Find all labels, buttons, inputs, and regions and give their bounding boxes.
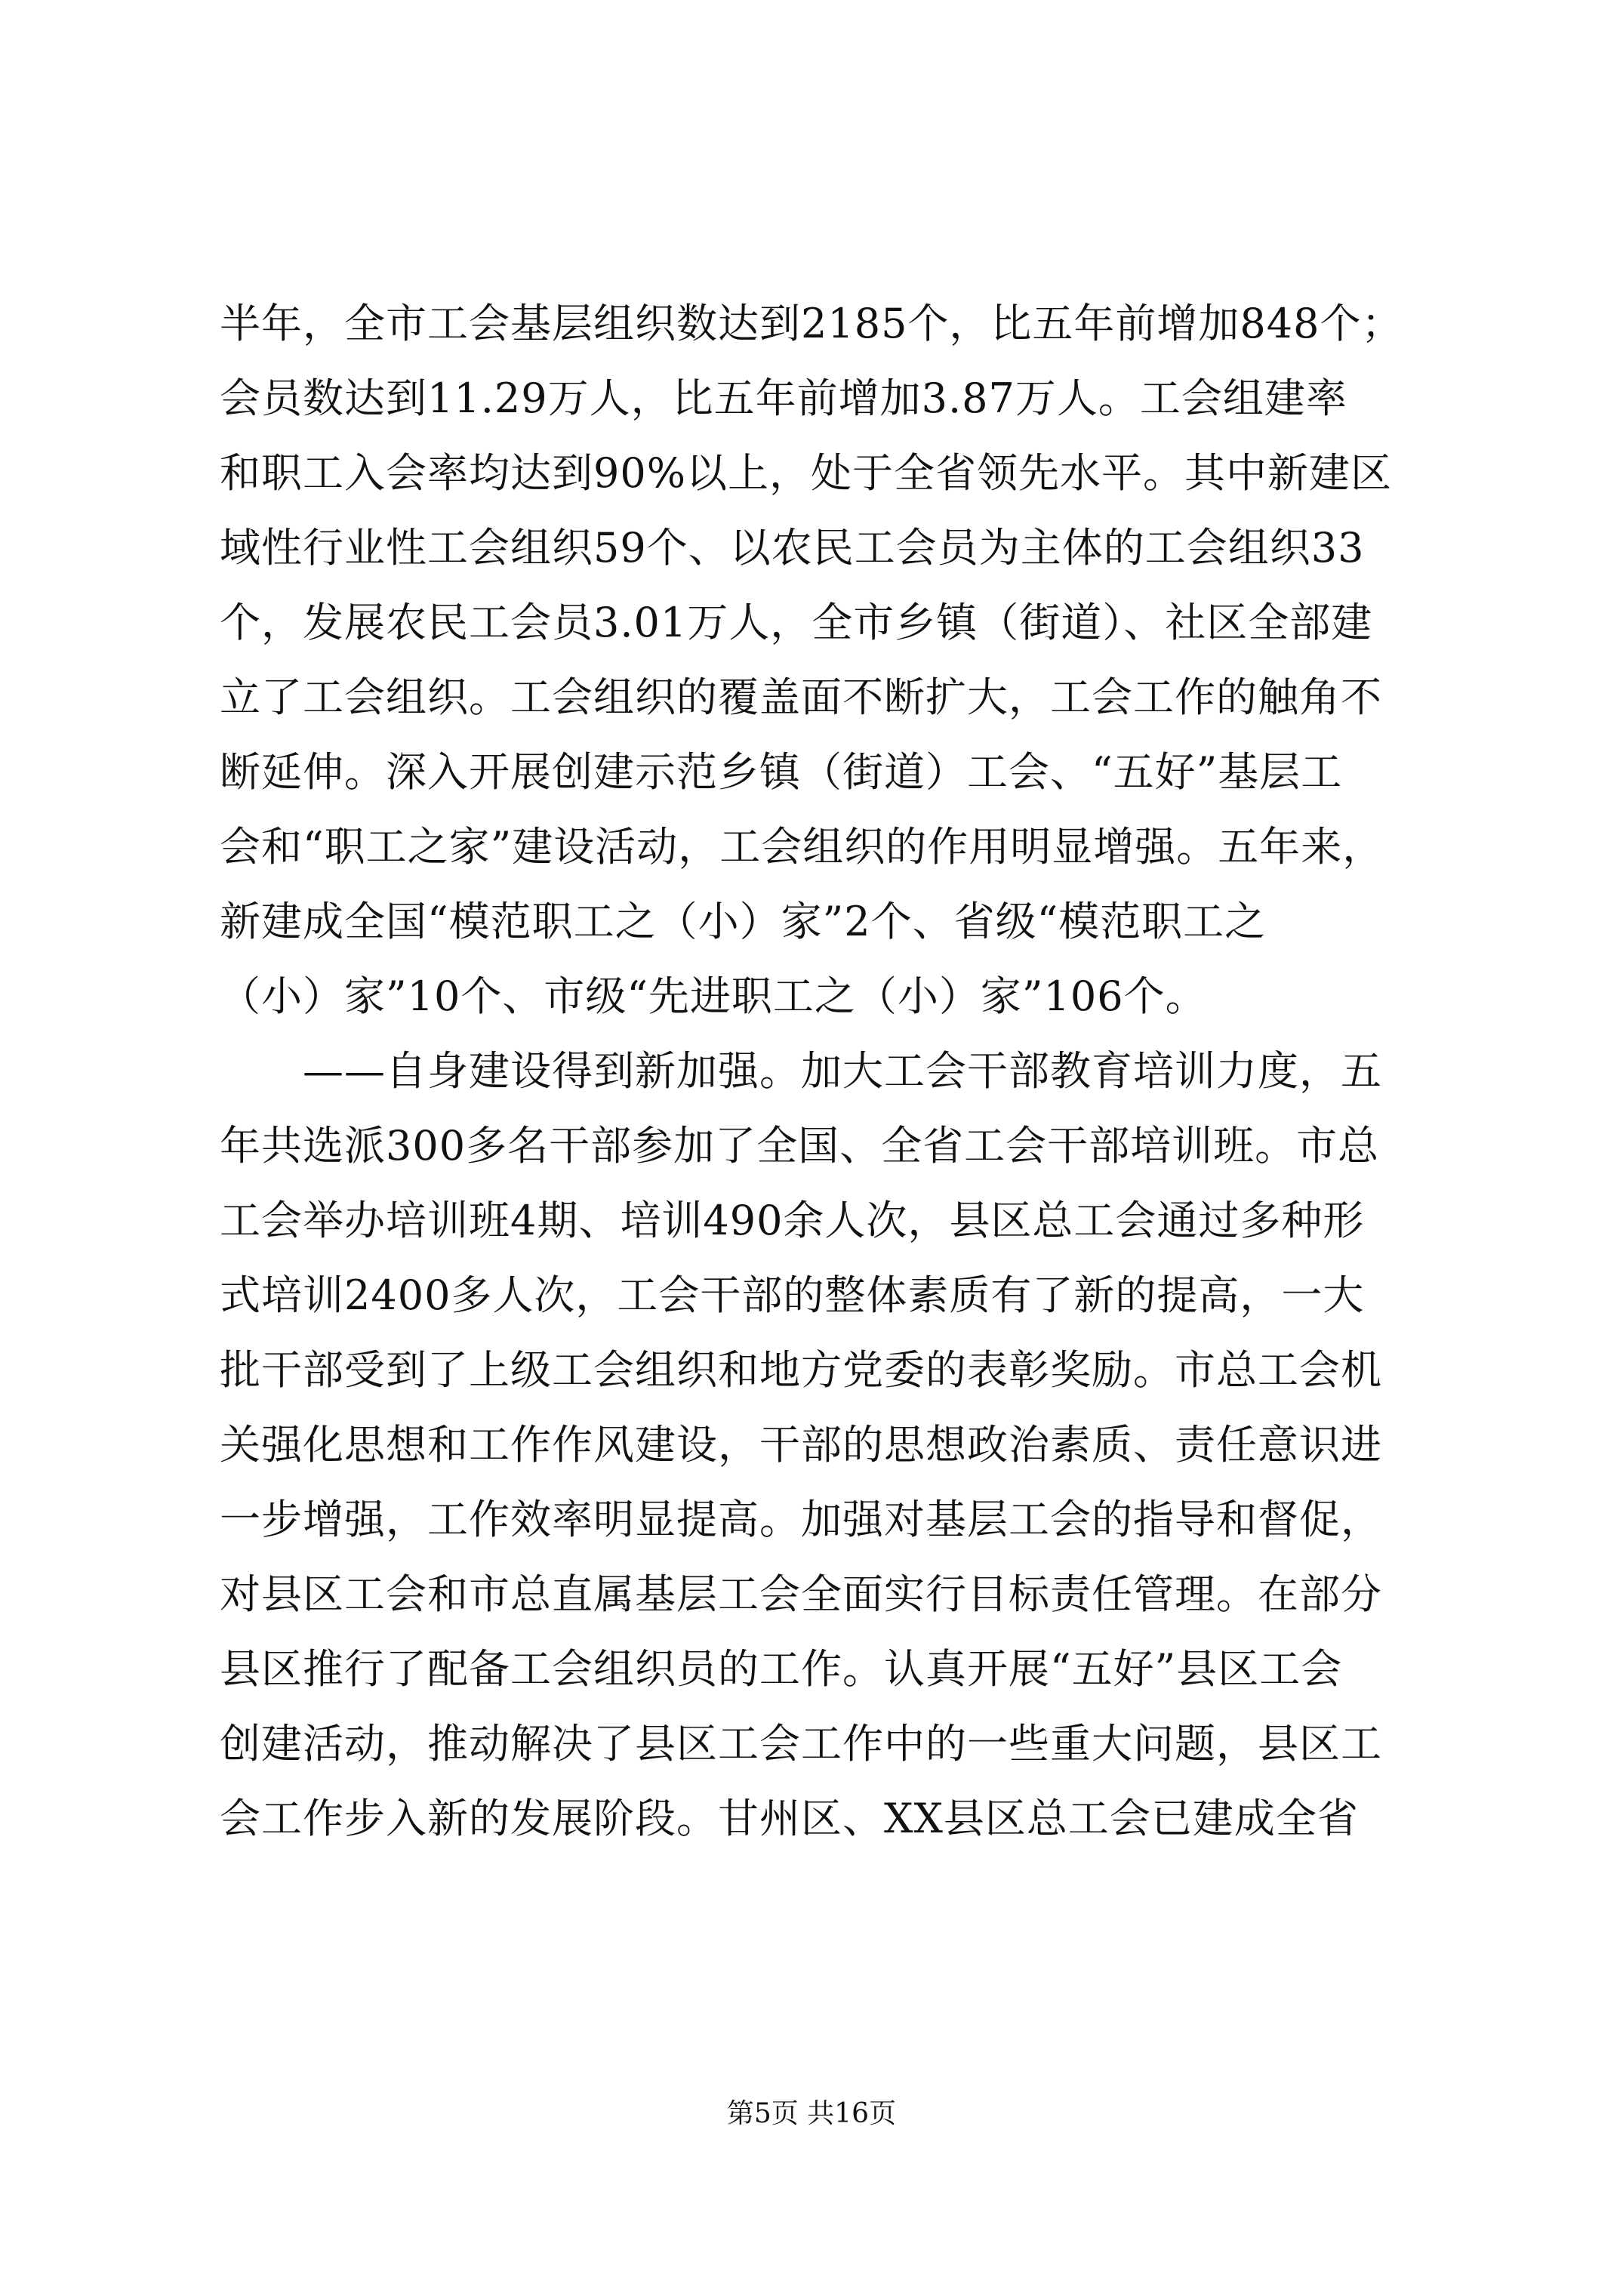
text-line-11: ——自身建设得到新加强。加大工会干部教育培训力度，五: [303, 1047, 1382, 1095]
text-line-13: 工会举办培训班4期、培训490余人次，县区总工会通过多种形: [220, 1197, 1365, 1244]
text-line-2: 会员数达到11.29万人，比五年前增加3.87万人。工会组建率: [220, 374, 1347, 422]
text-line-18: 对县区工会和市总直属基层工会全面实行目标责任管理。在部分: [220, 1570, 1382, 1618]
text-line-10: （小）家”10个、市级“先进职工之（小）家”106个。: [220, 972, 1207, 1020]
text-line-6: 立了工会组织。工会组织的覆盖面不断扩大，工会工作的触角不: [220, 673, 1382, 721]
text-line-1: 半年，全市工会基层组织数达到2185个，比五年前增加848个；: [220, 300, 1403, 347]
text-line-9: 新建成全国“模范职工之（小）家”2个、省级“模范职工之: [220, 898, 1267, 945]
text-line-12: 年共选派300多名干部参加了全国、全省工会干部培训班。市总: [220, 1122, 1380, 1170]
text-line-14: 式培训2400多人次，工会干部的整体素质有了新的提高，一大: [220, 1271, 1365, 1319]
page-footer: 第5页 共16页: [726, 2098, 897, 2129]
text-line-20: 创建活动，推动解决了县区工会工作中的一些重大问题，县区工: [220, 1720, 1382, 1767]
text-line-16: 关强化思想和工作作风建设，干部的思想政治素质、责任意识进: [220, 1421, 1382, 1469]
text-line-15: 批干部受到了上级工会组织和地方党委的表彰奖励。市总工会机: [220, 1346, 1382, 1394]
text-line-21: 会工作步入新的发展阶段。甘州区、XX县区总工会已建成全省: [220, 1795, 1359, 1842]
text-line-4: 域性行业性工会组织59个、以农民工会员为主体的工会组织33: [220, 524, 1365, 572]
text-line-7: 断延伸。深入开展创建示范乡镇（街道）工会、“五好”基层工: [220, 748, 1343, 796]
text-line-5: 个，发展农民工会员3.01万人，全市乡镇（街道）、社区全部建: [220, 599, 1373, 646]
text-line-17: 一步增强，工作效率明显提高。加强对基层工会的指导和督促，: [220, 1496, 1382, 1543]
text-line-8: 会和“职工之家”建设活动，工会组织的作用明显增强。五年来，: [220, 823, 1384, 871]
text-line-19: 县区推行了配备工会组织员的工作。认真开展“五好”县区工会: [220, 1645, 1343, 1693]
text-line-3: 和职工入会率均达到90%以上，处于全省领先水平。其中新建区: [220, 449, 1393, 497]
